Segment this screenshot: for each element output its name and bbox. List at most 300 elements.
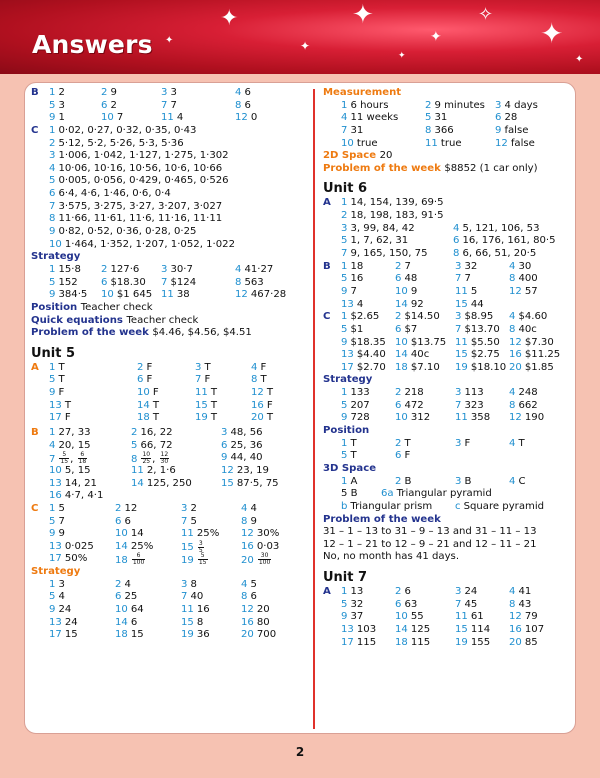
answer-row — [31, 277, 309, 290]
question-number: 2 — [341, 210, 348, 222]
answer-item — [395, 324, 417, 337]
answer-row — [31, 528, 309, 541]
question-number: 3 — [161, 87, 168, 98]
answer-item — [455, 261, 477, 274]
answer-value: 4 — [176, 112, 184, 124]
question-number: 9 — [49, 289, 56, 301]
answer-value: 9 — [58, 528, 65, 540]
answer-value: 107 — [524, 623, 545, 635]
question-number: 5 — [49, 276, 56, 288]
answer-value: $7 — [404, 323, 418, 335]
answer-item — [341, 337, 386, 350]
question-number: 19 — [455, 636, 468, 648]
question-number: 14 — [395, 298, 408, 310]
answer-item — [49, 150, 229, 163]
answer-value: 248 — [518, 387, 538, 399]
question-number: 11 — [455, 285, 468, 297]
answer-value: T — [210, 399, 218, 411]
question-number: 10 — [49, 238, 62, 250]
answer-item — [341, 624, 376, 637]
answer-item — [509, 286, 538, 299]
answer-item — [49, 87, 65, 100]
question-number: 2 — [131, 427, 138, 439]
answer-item — [235, 264, 273, 277]
answer-row — [323, 412, 573, 425]
question-number: 17 — [341, 361, 354, 373]
answer-value: 40c — [518, 323, 537, 335]
answer-row — [31, 239, 309, 252]
answer-value: 1, 7, 62, 31 — [350, 235, 409, 247]
sparkle-icon: ✦ — [165, 35, 174, 46]
section-letter: B — [31, 427, 39, 439]
question-number: 20 — [509, 636, 522, 648]
question-number: 20 — [251, 412, 264, 424]
answer-item — [241, 503, 257, 516]
answer-item — [101, 277, 146, 290]
answer-value: 55 — [410, 611, 424, 623]
question-number: 1 — [49, 361, 56, 373]
numerator: 6 — [132, 553, 145, 560]
quick-equations-line-value: Teacher check — [126, 314, 199, 326]
answer-item — [115, 503, 137, 516]
answer-item — [241, 591, 257, 604]
question-number: 11 — [181, 603, 194, 615]
answer-row — [323, 387, 573, 400]
question-number: c — [455, 500, 461, 512]
answer-row — [31, 465, 309, 478]
answer-item — [495, 112, 517, 125]
answer-item — [455, 299, 484, 312]
answer-value: T — [210, 412, 218, 424]
question-number: 7 — [341, 124, 348, 136]
answer-row — [31, 374, 309, 387]
position-line — [31, 302, 309, 315]
question-number: 13 — [49, 616, 62, 628]
answer-item — [195, 400, 217, 413]
answer-value: T — [518, 437, 525, 449]
question-number: 1 — [341, 99, 348, 111]
answer-value: 41·27 — [244, 263, 274, 275]
answer-item — [453, 248, 536, 261]
question-number: 12 — [251, 387, 264, 399]
question-number: 5 — [341, 598, 348, 610]
question-number: 13 — [341, 298, 354, 310]
answer-item — [251, 400, 273, 413]
question-number: 11 — [131, 464, 144, 476]
problem-of-week-line-label: Problem of the week — [323, 162, 445, 174]
answer-item — [509, 599, 531, 612]
answer-value — [257, 552, 272, 567]
question-number: 17 — [49, 629, 62, 641]
answer-item — [455, 349, 500, 362]
question-number: 12 — [235, 289, 248, 301]
answer-item — [453, 235, 556, 248]
answer-value: 40c — [410, 349, 430, 361]
answer-row — [31, 553, 309, 566]
space-2d-line-value: 20 — [379, 150, 393, 162]
question-number: 12 — [221, 464, 234, 476]
answer-row — [31, 289, 309, 302]
answer-value: 323 — [464, 399, 484, 411]
answer-item — [341, 324, 363, 337]
numerator: 6 — [78, 452, 88, 459]
question-number: 13 — [341, 349, 354, 361]
answer-item — [181, 617, 203, 630]
answer-item — [395, 611, 424, 624]
question-number: 8 — [509, 399, 516, 411]
answer-item — [509, 362, 554, 375]
answer-item — [131, 427, 173, 440]
answer-value: 43 — [518, 598, 532, 610]
question-number: 9 — [495, 124, 502, 136]
answer-value: 5·12, 5·2, 5·26, 5·3, 5·36 — [58, 137, 184, 149]
answer-value: 3 — [58, 578, 65, 590]
answer-row — [31, 100, 309, 113]
question-number: 9 — [341, 611, 348, 623]
answer-value: 4·7, 4·1 — [64, 490, 104, 502]
answer-row — [31, 617, 309, 630]
question-number: 2 — [137, 361, 144, 373]
answer-row — [31, 490, 309, 503]
question-number: 2 — [425, 99, 432, 111]
answer-item — [49, 427, 91, 440]
question-number: 18 — [115, 554, 128, 566]
answer-value: $124 — [170, 276, 197, 288]
answer-item — [49, 100, 65, 113]
answer-value: 41 — [518, 586, 532, 598]
answer-item — [509, 412, 544, 425]
question-number: 1 — [49, 263, 56, 275]
answer-item — [395, 412, 430, 425]
answer-value: 20 — [256, 603, 270, 615]
answer-item — [49, 591, 65, 604]
answer-value: 7 — [170, 99, 177, 111]
answer-row — [31, 440, 309, 453]
answer-value: 133 — [350, 387, 370, 399]
answer-item — [137, 400, 159, 413]
separator: , — [152, 453, 159, 465]
answer-item — [455, 501, 544, 514]
answer-row — [323, 299, 573, 312]
question-number: 5 — [341, 399, 348, 411]
answer-value: 113 — [464, 387, 484, 399]
answer-item — [115, 579, 131, 592]
answer-value: 2 — [58, 87, 65, 98]
answer-value: 63 — [404, 598, 418, 610]
question-number: 5 — [341, 273, 348, 285]
answer-value: 6·4, 4·6, 1·46, 0·6, 0·4 — [58, 188, 171, 200]
answer-value: $7.30 — [524, 336, 554, 348]
right-column — [323, 87, 573, 649]
answer-value: 85 — [524, 636, 538, 648]
question-number: 9 — [49, 112, 56, 124]
question-number: 3 — [49, 150, 56, 162]
answer-value: T — [404, 437, 411, 449]
answer-row — [31, 478, 309, 491]
answer-row — [31, 400, 309, 413]
answer-item — [341, 450, 357, 463]
question-number: 14 — [131, 477, 144, 489]
question-number: 4 — [509, 586, 516, 598]
answer-row — [31, 427, 309, 440]
answer-row — [31, 188, 309, 201]
question-number: 15 — [195, 399, 208, 411]
answer-value: T — [266, 412, 274, 424]
answer-value: T — [210, 387, 218, 399]
answer-value: 0 — [250, 112, 258, 124]
question-number: 5 — [49, 99, 56, 111]
question-number: 7 — [161, 276, 168, 288]
question-number: 6 — [495, 112, 502, 124]
answer-value: 23, 19 — [236, 464, 269, 476]
answer-item — [131, 465, 176, 478]
denominator: 5 — [198, 546, 203, 554]
answer-row — [323, 476, 573, 489]
answer-value: 92 — [410, 298, 424, 310]
question-number: 8 — [509, 273, 516, 285]
answer-item — [509, 637, 538, 650]
answer-value: 64 — [130, 603, 144, 615]
question-number: 5 — [341, 450, 348, 462]
answer-item — [341, 125, 363, 138]
answer-value: 15 — [64, 629, 78, 641]
answer-value: 152 — [58, 276, 78, 288]
answer-value: 48 — [404, 273, 418, 285]
answer-value: 5, 121, 106, 53 — [462, 222, 540, 234]
answer-item — [235, 277, 264, 290]
answer-item — [49, 201, 222, 214]
answer-item — [455, 337, 500, 350]
question-number: 7 — [455, 323, 462, 335]
answer-value — [131, 552, 146, 567]
question-number: 8 — [235, 99, 242, 111]
question-number: 1 — [49, 502, 56, 514]
question-number: 1 — [341, 387, 348, 399]
answer-row — [323, 311, 573, 324]
answer-item — [115, 629, 144, 642]
answer-item — [131, 478, 192, 491]
denominator: 30 — [160, 458, 169, 466]
answer-value: 50% — [64, 553, 88, 565]
question-number: 1 — [341, 197, 348, 209]
answer-item — [455, 637, 490, 650]
answer-value: 15·8 — [58, 263, 81, 275]
answer-row — [323, 273, 573, 286]
answer-row — [323, 599, 573, 612]
answer-row — [31, 503, 309, 516]
sparkle-icon: ✦ — [540, 17, 564, 50]
question-number: 6 — [395, 598, 402, 610]
answer-value: F — [404, 450, 411, 462]
answer-item — [509, 273, 538, 286]
answer-value: 115 — [356, 636, 377, 648]
answer-value: T — [260, 374, 267, 386]
answer-value: 18, 198, 183, 91·5 — [350, 210, 444, 222]
question-number: 10 — [137, 387, 150, 399]
problem-of-week-text: 31 – 1 – 13 to 31 – 9 – 13 and 31 – 11 – 13 — [323, 526, 537, 538]
answer-item — [181, 629, 210, 642]
answer-row — [323, 624, 573, 637]
question-number: 5 — [341, 235, 348, 247]
question-number: 7 — [455, 273, 462, 285]
question-number: 1 — [49, 124, 56, 136]
separator: , — [70, 453, 77, 465]
answer-item — [509, 611, 538, 624]
answer-item — [49, 617, 78, 630]
question-number: 12 — [235, 112, 248, 124]
answer-value: 40 — [190, 591, 204, 603]
section-letter: C — [31, 502, 39, 514]
answer-item — [251, 362, 266, 375]
answer-value: 13 — [350, 586, 364, 598]
answer-value: $8.95 — [464, 311, 494, 323]
problem-of-week-line — [31, 327, 309, 340]
answer-value: $2.70 — [356, 361, 386, 373]
sparkle-icon: ✦ — [352, 0, 374, 30]
answer-item — [241, 579, 257, 592]
answer-value: false — [504, 124, 529, 136]
answer-value: 24 — [64, 616, 78, 628]
question-number: 20 — [241, 554, 254, 566]
answer-value: true — [356, 137, 378, 149]
question-number: 4 — [49, 439, 56, 451]
answer-row — [323, 637, 573, 650]
answer-value: 20, 15 — [58, 439, 91, 451]
answer-item — [49, 541, 94, 554]
question-number: 6a — [381, 488, 394, 500]
answer-value: 2, 1·6 — [146, 464, 176, 476]
answer-item — [49, 175, 229, 188]
answer-row — [31, 112, 309, 125]
answer-item — [453, 223, 540, 236]
question-number: 4 — [241, 578, 248, 590]
answer-item — [115, 591, 137, 604]
answer-item — [341, 210, 444, 223]
left-column — [31, 87, 309, 642]
answer-item — [101, 264, 139, 277]
answer-item — [115, 604, 144, 617]
answer-value: 11 weeks — [350, 112, 399, 124]
answer-value: 18 — [350, 260, 364, 272]
answer-item — [425, 112, 447, 125]
question-number: 9 — [221, 452, 228, 464]
answer-item — [509, 337, 554, 350]
answer-value: $13.75 — [410, 336, 447, 348]
question-number: 1 — [341, 586, 348, 598]
answer-value: F — [260, 361, 267, 373]
answer-value: 0·02, 0·27, 0·32, 0·35, 0·43 — [58, 124, 197, 136]
answer-row — [31, 175, 309, 188]
answer-item — [181, 604, 210, 617]
answer-item — [49, 277, 78, 290]
answer-item — [509, 311, 547, 324]
answer-item — [49, 289, 87, 302]
question-number: 12 — [509, 336, 522, 348]
answer-item — [251, 387, 273, 400]
answer-value: 44 — [470, 298, 484, 310]
answer-value: 103 — [356, 623, 377, 635]
answer-value: 6 — [244, 99, 251, 111]
question-number: 7 — [455, 598, 462, 610]
answer-value: 6 — [130, 616, 138, 628]
answer-value: 80 — [256, 616, 270, 628]
answer-value: 30 — [518, 260, 532, 272]
question-number: 18 — [395, 361, 408, 373]
quick-equations-line — [31, 315, 309, 328]
answer-value: 4 — [250, 502, 257, 514]
position-heading: Position — [323, 425, 370, 437]
question-number: 2 — [395, 311, 402, 323]
problem-of-week-text: No, no month has 41 days. — [323, 551, 460, 563]
question-number: 6 — [101, 99, 108, 111]
answer-item — [161, 264, 193, 277]
answer-item — [49, 503, 65, 516]
answer-value: T — [64, 399, 72, 411]
problem-of-week-line-label: Problem of the week — [31, 327, 153, 339]
question-number: 12 — [241, 603, 254, 615]
question-number: 10 — [101, 289, 114, 301]
answer-value: 8 — [196, 616, 204, 628]
answer-value: 32 — [464, 260, 478, 272]
answer-item — [455, 438, 470, 451]
section-letter: B — [323, 260, 331, 272]
question-number: 7 — [341, 248, 348, 260]
answer-item — [341, 311, 379, 324]
answer-value: T — [204, 361, 211, 373]
question-number: 11 — [455, 412, 468, 424]
question-number: 6 — [221, 439, 228, 451]
question-number: 20 — [509, 361, 522, 373]
answer-item — [221, 427, 263, 440]
answer-item — [235, 100, 251, 113]
question-number: 1 — [341, 260, 348, 272]
question-number: 6 — [395, 399, 402, 411]
answer-item — [341, 261, 363, 274]
answer-row — [31, 226, 309, 239]
answer-value: false — [510, 137, 535, 149]
answer-item — [395, 387, 424, 400]
answer-value: 4 days — [504, 99, 538, 111]
question-number: 18 — [115, 629, 128, 641]
question-number: 9 — [341, 285, 348, 297]
answer-item — [509, 438, 525, 451]
question-number: 5 — [49, 591, 56, 603]
answer-item — [341, 235, 408, 248]
question-number: 2 — [101, 263, 108, 275]
question-number: 3 — [455, 475, 462, 487]
section-letter: A — [323, 197, 331, 209]
question-number: 1 — [341, 437, 348, 449]
answer-value: 25 — [124, 591, 138, 603]
answer-item — [181, 579, 197, 592]
question-number: 13 — [49, 477, 62, 489]
answer-value: 472 — [404, 399, 424, 411]
answer-value: 115 — [410, 636, 431, 648]
answer-value: 9, 165, 150, 75 — [350, 248, 428, 260]
answer-item — [455, 611, 484, 624]
answer-item — [195, 412, 217, 425]
question-number: 5 — [425, 112, 432, 124]
answer-value: 3 — [170, 87, 177, 98]
question-number: 10 — [395, 336, 408, 348]
strategy-heading: Strategy — [31, 251, 81, 263]
question-number: 4 — [509, 387, 516, 399]
answer-value: 358 — [470, 412, 491, 424]
answer-item — [161, 100, 177, 113]
question-number: 14 — [137, 399, 150, 411]
question-number: 15 — [221, 477, 234, 489]
answer-value: $14.50 — [404, 311, 440, 323]
